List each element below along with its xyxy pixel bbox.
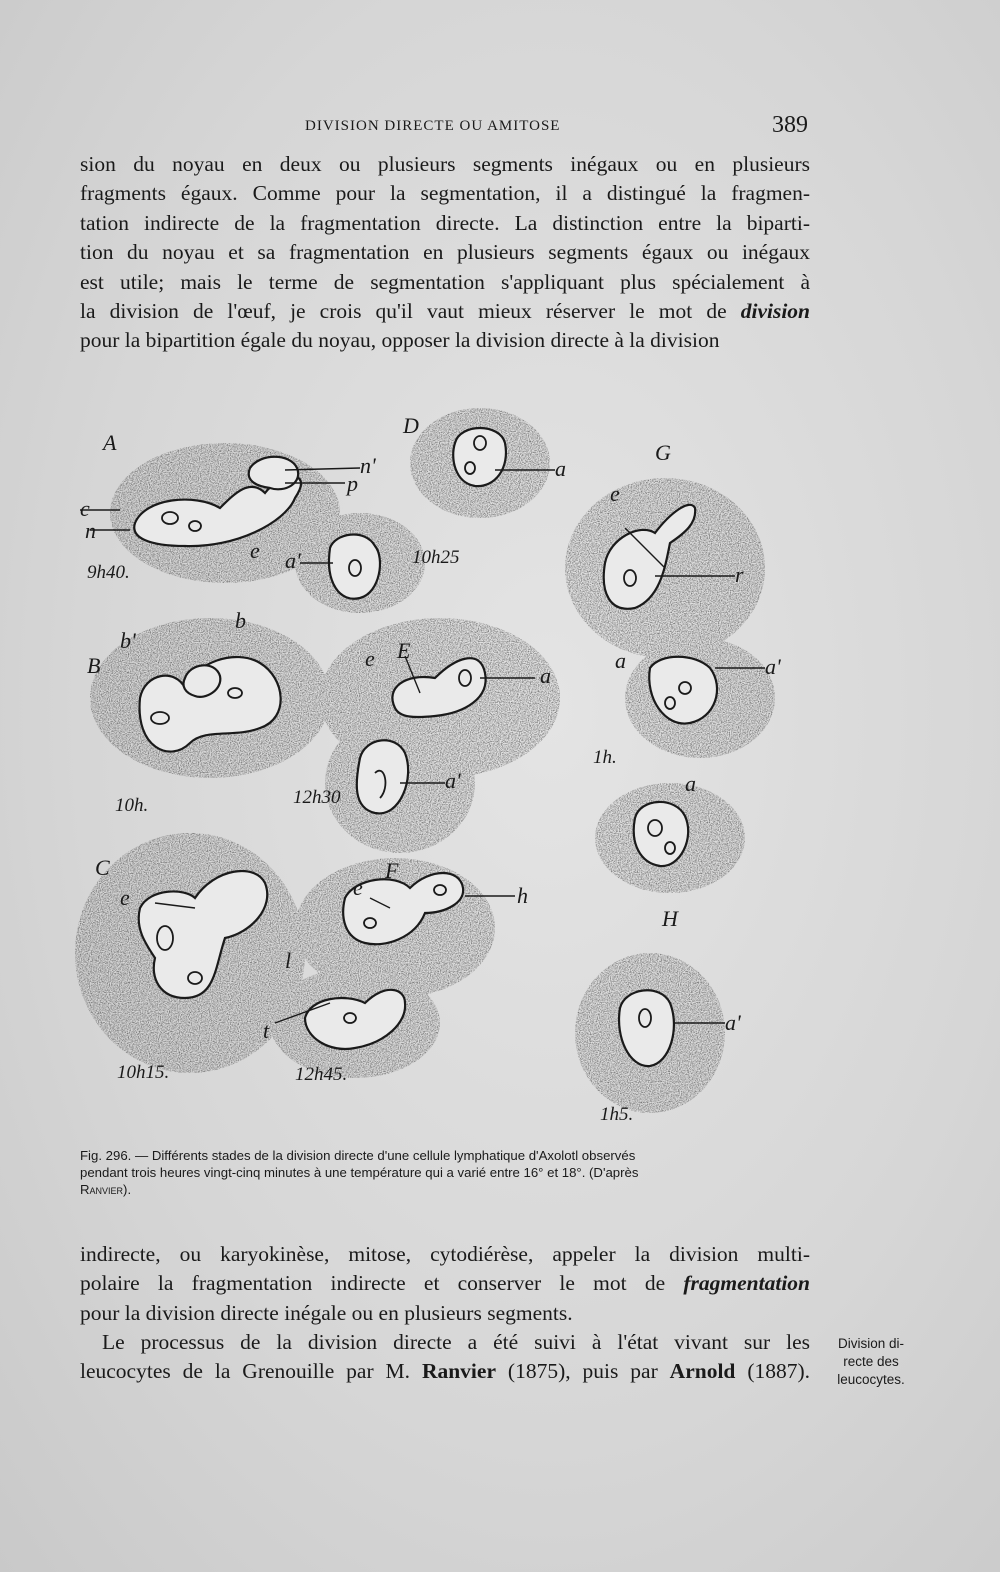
time-label-10h: 10h.	[115, 795, 149, 816]
caption-text: ).	[123, 1182, 132, 1197]
part-label-a: a	[615, 648, 626, 673]
margin-note	[826, 1335, 916, 1389]
part-label-a-prime: a'	[765, 654, 781, 679]
part-label-a: a	[685, 771, 696, 796]
part-label-h: h	[517, 883, 528, 908]
text-line: Le processus de la division directe a été suivi à l'état vivant sur les	[102, 1330, 810, 1354]
text-line: indirecte, ou karyokinèse, mitose, cytodiérèse, appeler la division multi-	[80, 1242, 810, 1266]
panel-label-H: H	[662, 906, 678, 931]
part-label-e: e	[365, 646, 375, 671]
panel-label-D: D	[403, 413, 419, 438]
panel-label-B: B	[87, 653, 101, 678]
text-line-with-emphasis	[80, 297, 810, 326]
text-line-with-emphasis	[80, 1269, 810, 1298]
part-label-a-prime: a'	[285, 548, 301, 573]
text-line: pour la division directe inégale ou en plusieurs segments.	[80, 1300, 573, 1325]
part-label-c: c	[80, 496, 90, 521]
caption-line: pendant trois heures vingt-cinq minutes à une température qui a varié entre 16° et 18°. (D'après	[80, 1165, 639, 1180]
panel-label-C: C	[95, 855, 110, 880]
cell-division-illustration	[80, 398, 815, 1138]
time-label-10h25: 10h25	[412, 547, 460, 568]
text-fragment: la division de l'œuf, je crois qu'il vaut mieux réserver le mot de	[80, 299, 727, 324]
time-label-10h15: 10h15.	[117, 1062, 170, 1083]
text-line-with-names	[80, 1357, 810, 1386]
margin-note-line: leucocytes.	[837, 1372, 905, 1387]
part-label-t: t	[263, 1018, 270, 1043]
time-label-1h5: 1h5.	[600, 1104, 634, 1125]
panel-label-E: E	[397, 638, 411, 663]
text-fragment: polaire la fragmentation indirecte et conserver le mot de	[80, 1271, 666, 1296]
panel-label-A: A	[103, 430, 117, 455]
emphasized-term: division	[740, 299, 811, 324]
body-paragraph-top	[80, 150, 810, 356]
part-label-a-prime: a'	[445, 768, 461, 793]
running-head: DIVISION DIRECTE OU AMITOSE	[305, 118, 561, 134]
part-label-b: b	[235, 608, 246, 633]
caption-line	[80, 1181, 810, 1198]
body-paragraph-bottom	[80, 1240, 810, 1328]
margin-note-line: recte des	[843, 1354, 899, 1369]
time-label-12h30: 12h30	[293, 787, 341, 808]
part-label-e: e	[610, 481, 620, 506]
caption-line	[80, 1147, 810, 1164]
part-label-a-prime: a'	[725, 1010, 741, 1035]
time-label-12h45: 12h45.	[295, 1064, 348, 1085]
part-label-e: e	[353, 875, 363, 900]
page-number: 389	[772, 112, 808, 138]
part-label-e: e	[250, 538, 260, 563]
text-line: tion du noyau et sa fragmentation en plusieurs segments égaux ou inégaux	[80, 240, 810, 265]
text-fragment: (1875), puis par	[507, 1359, 658, 1384]
text-line: pour la bipartition égale du noyau, opposer la division directe à la division	[80, 328, 720, 353]
panel-label-F: F	[385, 858, 399, 883]
author-name: Ranvier	[80, 1182, 124, 1197]
part-label-n-prime: n'	[360, 453, 376, 478]
time-label-9h40: 9h40.	[87, 562, 130, 583]
panel-label-G: G	[655, 440, 671, 465]
emphasized-term: fragmentation	[683, 1271, 811, 1296]
figure-296	[80, 398, 815, 1138]
text-line: est utile; mais le terme de segmentation s'appliquant plus spécialement à	[80, 269, 810, 294]
figure-caption	[80, 1147, 810, 1198]
author-name: Arnold	[669, 1359, 736, 1384]
part-label-b-prime: b'	[120, 628, 136, 653]
text-line: sion du noyau en deux ou plusieurs segments inégaux ou en plusieurs	[80, 152, 810, 176]
text-line: tation indirecte de la fragmentation directe. La distinction entre la biparti-	[80, 210, 810, 235]
figure-number: Fig. 296.	[80, 1148, 132, 1163]
part-label-e: e	[120, 885, 130, 910]
caption-text: — Différents stades de la division directe d'une cellule lymphatique d'Axolotl observés	[131, 1148, 636, 1163]
part-label-n: n	[85, 518, 96, 543]
part-label-l: l	[285, 948, 292, 973]
margin-note-line: Division di-	[837, 1336, 905, 1351]
text-fragment: (1887).	[747, 1359, 811, 1384]
author-name: Ranvier	[421, 1359, 496, 1384]
part-label-r: r	[735, 562, 744, 587]
time-label-1h: 1h.	[593, 747, 617, 768]
body-paragraph-last	[80, 1328, 810, 1387]
text-fragment: leucocytes de la Grenouille par M.	[80, 1359, 411, 1384]
part-label-a: a	[555, 456, 566, 481]
text-line: fragments égaux. Comme pour la segmentation, il a distingué la fragmen-	[80, 181, 810, 206]
part-label-a: a	[540, 663, 551, 688]
part-label-p: p	[347, 471, 358, 496]
